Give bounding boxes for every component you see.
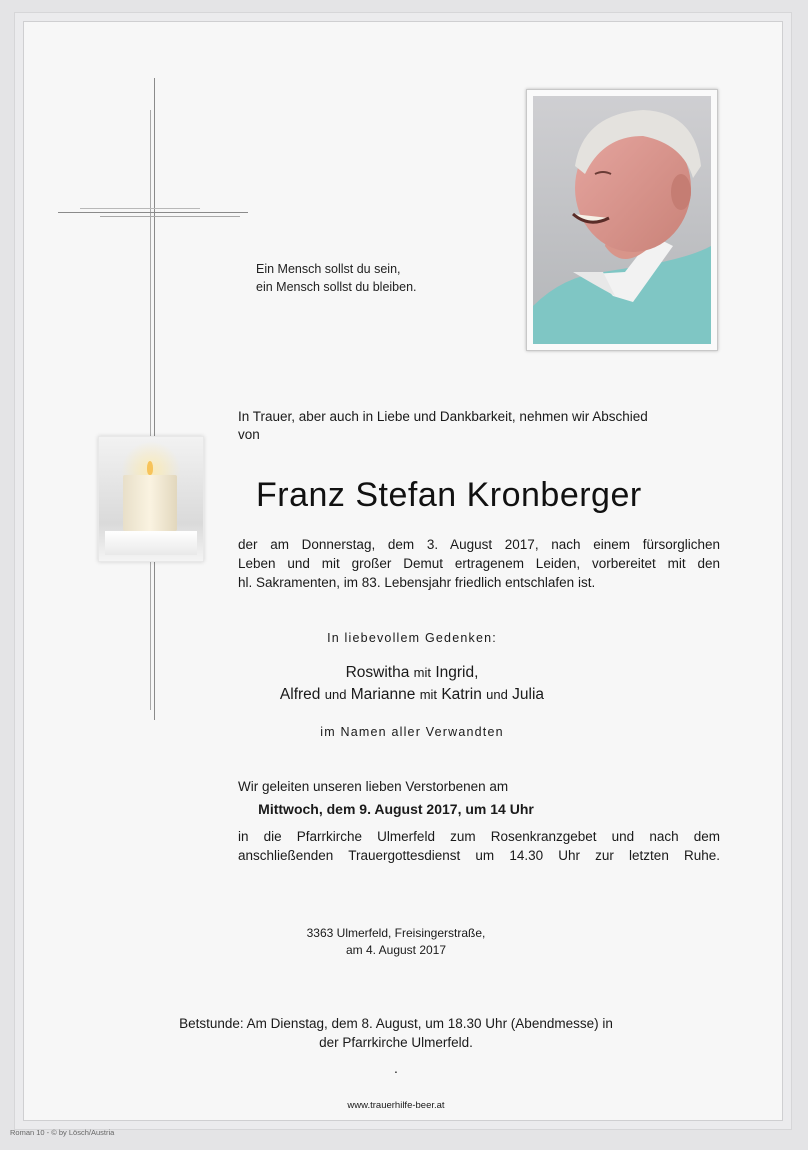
candle-icon xyxy=(98,436,204,562)
funeral-line-3: in die Pfarrkirche Ulmerfeld zum Rosenkranzgebet und nach dem xyxy=(238,829,720,844)
mourner-conjunction: mit xyxy=(419,687,438,702)
remembrance-heading: In liebevollem Gedenken: xyxy=(327,631,497,645)
relatives-line: im Namen aller Verwandten xyxy=(320,725,504,739)
funeral-date: Mittwoch, dem 9. August 2017, um 14 Uhr xyxy=(258,801,534,817)
portrait-photo-frame xyxy=(526,89,718,351)
death-text-line-1: der am Donnerstag, dem 3. August 2017, nach einem fürsorglichen xyxy=(238,537,720,552)
mourner-name: Alfred xyxy=(279,686,321,703)
funeral-line-1: Wir geleiten unseren lieben Verstorbenen am xyxy=(238,779,509,794)
mourner-conjunction: mit xyxy=(413,665,431,680)
mourner-name: Katrin xyxy=(441,686,482,703)
mourner-name: Julia xyxy=(512,686,545,703)
mourners-row-1 xyxy=(24,664,800,682)
imprint: Roman 10 - © by Lösch/Austria xyxy=(10,1128,115,1137)
website: www.trauerhilfe-beer.at xyxy=(347,1100,445,1111)
date-line: am 4. August 2017 xyxy=(345,943,447,957)
mourner-conjunction: und xyxy=(486,687,508,702)
obituary-sheet xyxy=(14,12,792,1130)
quote-line-2: ein Mensch sollst du bleiben. xyxy=(256,280,417,294)
funeral-line-4: anschließenden Trauergottesdienst um 14.30 Uhr zur letzten Ruhe. xyxy=(238,848,720,863)
mourner-conjunction: und xyxy=(324,687,347,702)
separator-dot: . xyxy=(394,1060,398,1076)
mourner-name: Ingrid, xyxy=(435,664,479,681)
intro-line-2: von xyxy=(238,427,260,442)
death-text-line-2: Leben und mit großer Demut ertragenem Leiden, vorbereitet mit den xyxy=(238,556,720,571)
prayer-hour-line-2: der Pfarrkirche Ulmerfeld. xyxy=(319,1035,473,1050)
mourner-name: Roswitha xyxy=(345,664,410,681)
mourner-name: Marianne xyxy=(350,686,416,703)
death-text-line-3: hl. Sakramenten, im 83. Lebensjahr friedlich entschlafen ist. xyxy=(238,575,596,590)
portrait-photo xyxy=(533,96,711,344)
prayer-hour-line-1: Betstunde: Am Dienstag, dem 8. August, um 18.30 Uhr (Abendmesse) in xyxy=(179,1016,613,1031)
quote-line-1: Ein Mensch sollst du sein, xyxy=(256,262,401,276)
obituary-card xyxy=(23,21,783,1121)
place-line: 3363 Ulmerfeld, Freisingerstraße, xyxy=(306,926,486,940)
intro-line-1: In Trauer, aber auch in Liebe und Dankbarkeit, nehmen wir Abschied xyxy=(238,409,648,424)
mourners-row-2 xyxy=(24,686,800,704)
deceased-name: Franz Stefan Kronberger xyxy=(256,476,642,514)
